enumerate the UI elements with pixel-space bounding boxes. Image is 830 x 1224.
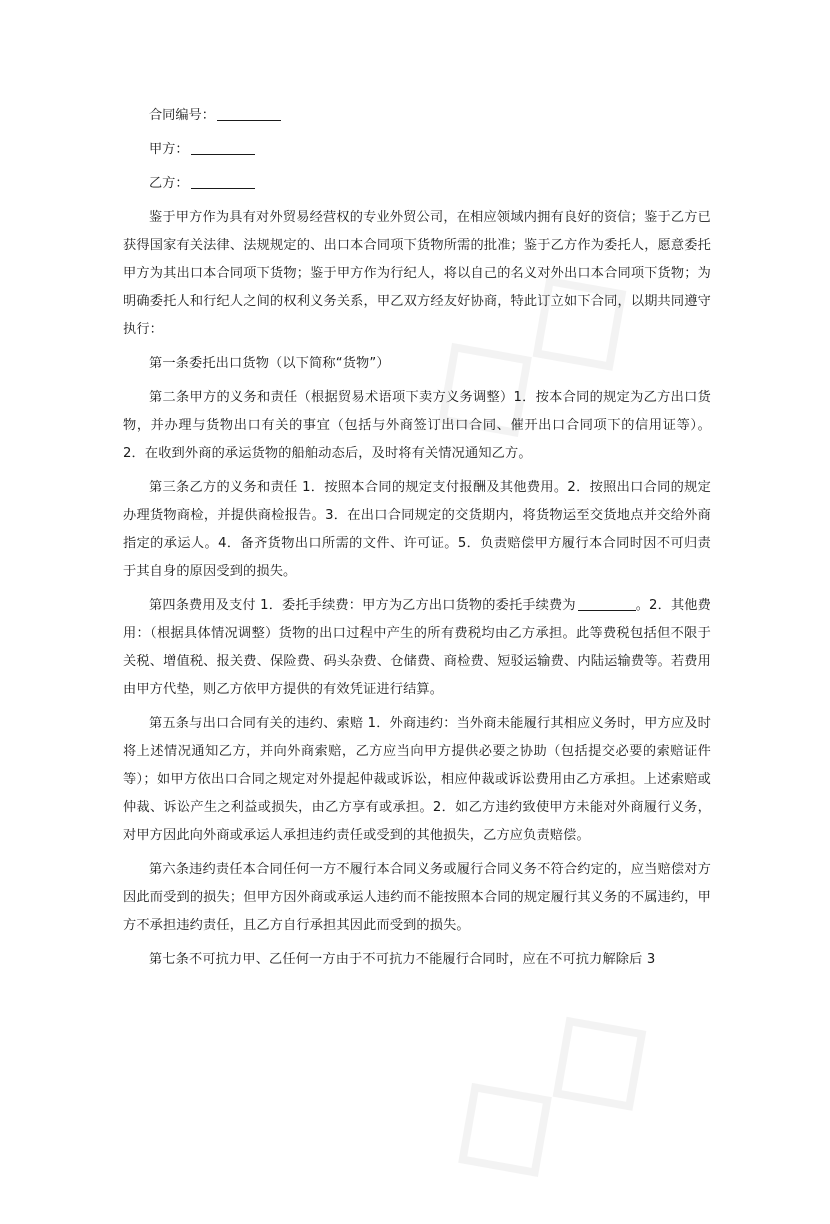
party-b-label: 乙方： [149,176,189,191]
party-a-label: 甲方： [149,142,189,157]
commission-fee-blank [578,594,636,611]
contract-body [123,102,711,980]
article-4-part-1: 第四条费用及支付 1．委托手续费：甲方为乙方出口货物的委托手续费为 [149,598,576,613]
contract-number-line [123,102,711,130]
article-2-paragraph: 第二条甲方的义务和责任（根据贸易术语项下卖方义务调整）1．按本合同的规定为乙方出口货物，并办理与货物出口有关的事宜（包括与外商签订出口合同、催开出口合同项下的信用证等）。2．在收到外商的承运货物的船舶动态后，及时将有关情况通知乙方。 [123,390,711,461]
contract-number-blank [217,104,281,121]
article-3-paragraph: 第三条乙方的义务和责任 1．按照本合同的规定支付报酬及其他费用。2．按照出口合同的规定办理货物商检，并提供商检报告。3．在出口合同规定的交货期内，将货物运至交货地点并交给外商指定的承运人。4．备齐货物出口所需的文件、许可证。5．负责赔偿甲方履行本合同时因不可归责于其自身的原因受到的损失。 [123,480,711,579]
article-5-paragraph: 第五条与出口合同有关的违约、索赔 1．外商违约：当外商未能履行其相应义务时，甲方应及时将上述情况通知乙方，并向外商索赔，乙方应当向甲方提供必要之协助（包括提交必要的索赔证件等）；如甲方依出口合同之规定对外提起仲裁或诉讼，相应仲裁或诉讼费用由乙方承担。上述索赔或仲裁、诉讼产生之利益或损失，由乙方享有或承担。2．如乙方违约致使甲方未能对外商履行义务，对甲方因此向外商或承运人承担违约责任或受到的其他损失，乙方应负责赔偿。 [123,716,711,843]
article-4-part-2: 。2．其他费用：（根据具体情况调整）货物的出口过程中产生的所有费税均由乙方承担。此等费税包括但不限于关税、增值税、报关费、保险费、码头杂费、仓储费、商检费、短驳运输费、内陆运输费等。若费用由甲方代垫，则乙方依甲方提供的有效凭证进行结算。 [123,598,711,697]
party-b-blank [191,172,255,189]
watermark-graphic-bottom [401,950,690,1224]
party-a-line [123,136,711,164]
party-b-line [123,170,711,198]
article-7-paragraph: 第七条不可抗力甲、乙任何一方由于不可抗力不能履行合同时，应在不可抗力解除后 3 [149,952,656,967]
party-a-blank [191,138,255,155]
article-4-paragraph [123,592,711,704]
article-1-paragraph: 第一条委托出口货物（以下简称“货物”） [149,356,390,371]
article-6-paragraph: 第六条违约责任本合同任何一方不履行本合同义务或履行合同义务不符合约定的，应当赔偿对方因此而受到的损失；但甲方因外商或承运人违约而不能按照本合同的规定履行其义务的不属违约，甲方不承担违约责任，且乙方自行承担其因此而受到的损失。 [123,862,711,933]
contract-number-label: 合同编号： [149,108,215,123]
preamble-paragraph: 鉴于甲方作为具有对外贸易经营权的专业外贸公司，在相应领域内拥有良好的资信；鉴于乙方已获得国家有关法律、法规规定的、出口本合同项下货物所需的批准；鉴于乙方作为委托人，愿意委托甲方为其出口本合同项下货物；鉴于甲方作为行纪人，将以自己的名义对外出口本合同项下货物；为明确委托人和行纪人之间的权利义务关系，甲乙双方经友好协商，特此订立如下合同，以期共同遵守执行： [123,210,711,337]
